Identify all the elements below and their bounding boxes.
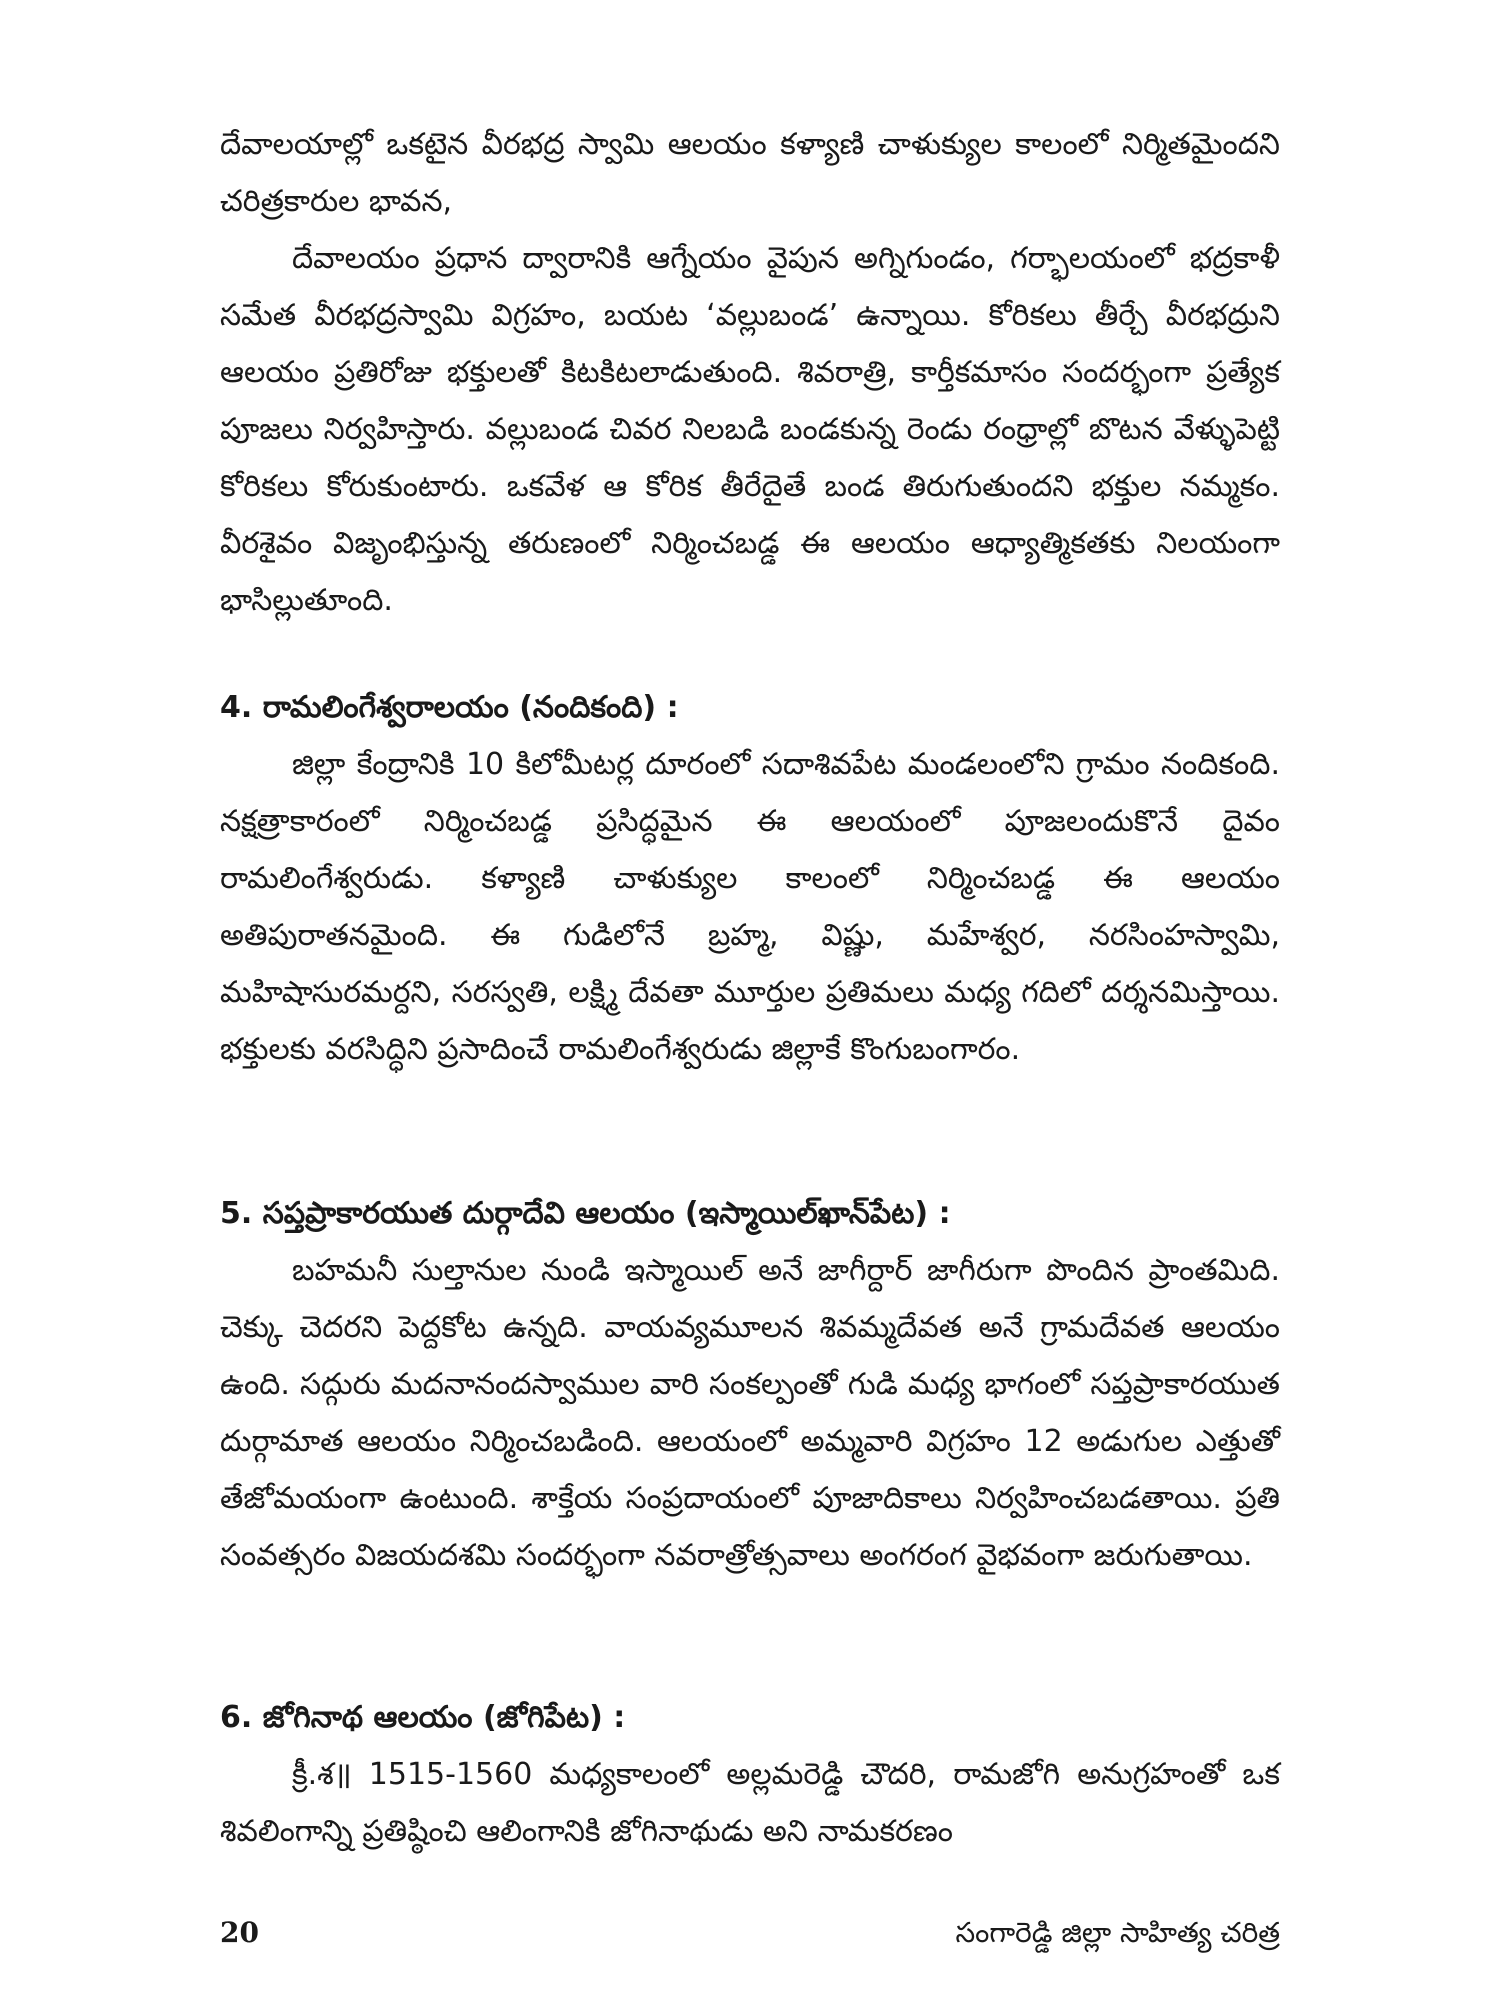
paragraph-ramalingeswara: జిల్లా కేంద్రానికి 10 కిలోమీటర్ల దూరంలో సదాశివపేట మండలంలోని గ్రామం నందికంది. నక్షత్రాకారంలో నిర్మించబడ్డ ప్రసిద్ధమైన ఈ ఆలయంలో పూజలందుకొనే దైవం రామలింగేశ్వరుడు. కళ్యాణి చాళుక్యుల కాలంలో నిర్మించబడ్డ ఈ ఆలయం అతిపురాతనమైంది. ఈ గుడిలోనే బ్రహ్మ, విష్ణు, మహేశ్వర, నరసింహస్వామి, మహిషాసురమర్దని, సరస్వతి, లక్ష్మి దేవతా మూర్తుల ప్రతిమలు మధ్య గదిలో దర్శనమిస్తాయి. భక్తులకు వరసిద్ధిని ప్రసాదించే రామలింగేశ్వరుడు జిల్లాకే కొంగుబంగారం. [220,747,1280,1067]
section-heading-ramalingeswara: 4. రామలింగేశ్వరాలయం (నందికంది) : [220,690,679,725]
paragraph-durgadevi: బహమనీ సుల్తానుల నుండి ఇస్మాయిల్ అనే జాగీర్దార్ జాగీరుగా పొందిన ప్రాంతమిది. చెక్కు చెదరని పెద్దకోట ఉన్నది. వాయవ్యమూలన శివమ్మదేవత అనే గ్రామదేవత ఆలయం ఉంది. సద్గురు మదనానందస్వాముల వారి సంకల్పంతో గుడి మధ్య భాగంలో సప్తప్రాకారయుత దుర్గామాత ఆలయం నిర్మించబడింది. ఆలయంలో అమ్మవారి విగ్రహం 12 అడుగుల ఎత్తుతో తేజోమయంగా ఉంటుంది. శాక్తేయ సంప్రదాయంలో పూజాదికాలు నిర్వహించబడతాయి. ప్రతి సంవత్సరం విజయదశమి సందర్భంగా నవరాత్రోత్సవాలు అంగరంగ వైభవంగా జరుగుతాయి. [220,1253,1280,1573]
running-footer-book-title: సంగారెడ్డి జిల్లా సాహిత్య చరిత్ర [955,1916,1280,1949]
page-number: 20 [220,1916,259,1949]
paragraph-veerabhadra-intro: దేవాలయాల్లో ఒకటైన వీరభద్ర స్వామి ఆలయం కళ్యాణి చాళుక్యుల కాలంలో నిర్మితమైందని చరిత్రకారుల భావన, [220,127,1280,219]
section-heading-durgadevi: 5. సప్తప్రాకారయుత దుర్గాదేవి ఆలయం (ఇస్మాయిల్‌ఖాన్‌పేట) : [220,1196,951,1231]
paragraph-veerabhadra-details: దేవాలయం ప్రధాన ద్వారానికి ఆగ్నేయం వైపున అగ్నిగుండం, గర్భాలయంలో భద్రకాళీ సమేత వీరభద్రస్వామి విగ్రహం, బయట ‘వల్లుబండ’ ఉన్నాయి. కోరికలు తీర్చే వీరభద్రుని ఆలయం ప్రతిరోజు భక్తులతో కిటకిటలాడుతుంది. శివరాత్రి, కార్తీకమాసం సందర్భంగా ప్రత్యేక పూజలు నిర్వహిస్తారు. వల్లుబండ చివర నిలబడి బండకున్న రెండు రంధ్రాల్లో బొటన వేళ్ళుపెట్టి కోరికలు కోరుకుంటారు. ఒకవేళ ఆ కోరిక తీరేదైతే బండ తిరుగుతుందని భక్తుల నమ్మకం. వీరశైవం విజృంభిస్తున్న తరుణంలో నిర్మించబడ్డ ఈ ఆలయం ఆధ్యాత్మికతకు నిలయంగా భాసిల్లుతూంది. [220,241,1280,618]
paragraph-joginatha: క్రీ.శ॥ 1515-1560 మధ్యకాలంలో అల్లమరెడ్డి చౌదరి, రామజోగి అనుగ్రహంతో ఒక శివలింగాన్ని ప్రతిష్ఠించి ఆలింగానికి జోగినాథుడు అని నామకరణం [220,1757,1280,1849]
section-heading-joginatha: 6. జోగినాథ ఆలయం (జోగిపేట) : [220,1700,626,1735]
